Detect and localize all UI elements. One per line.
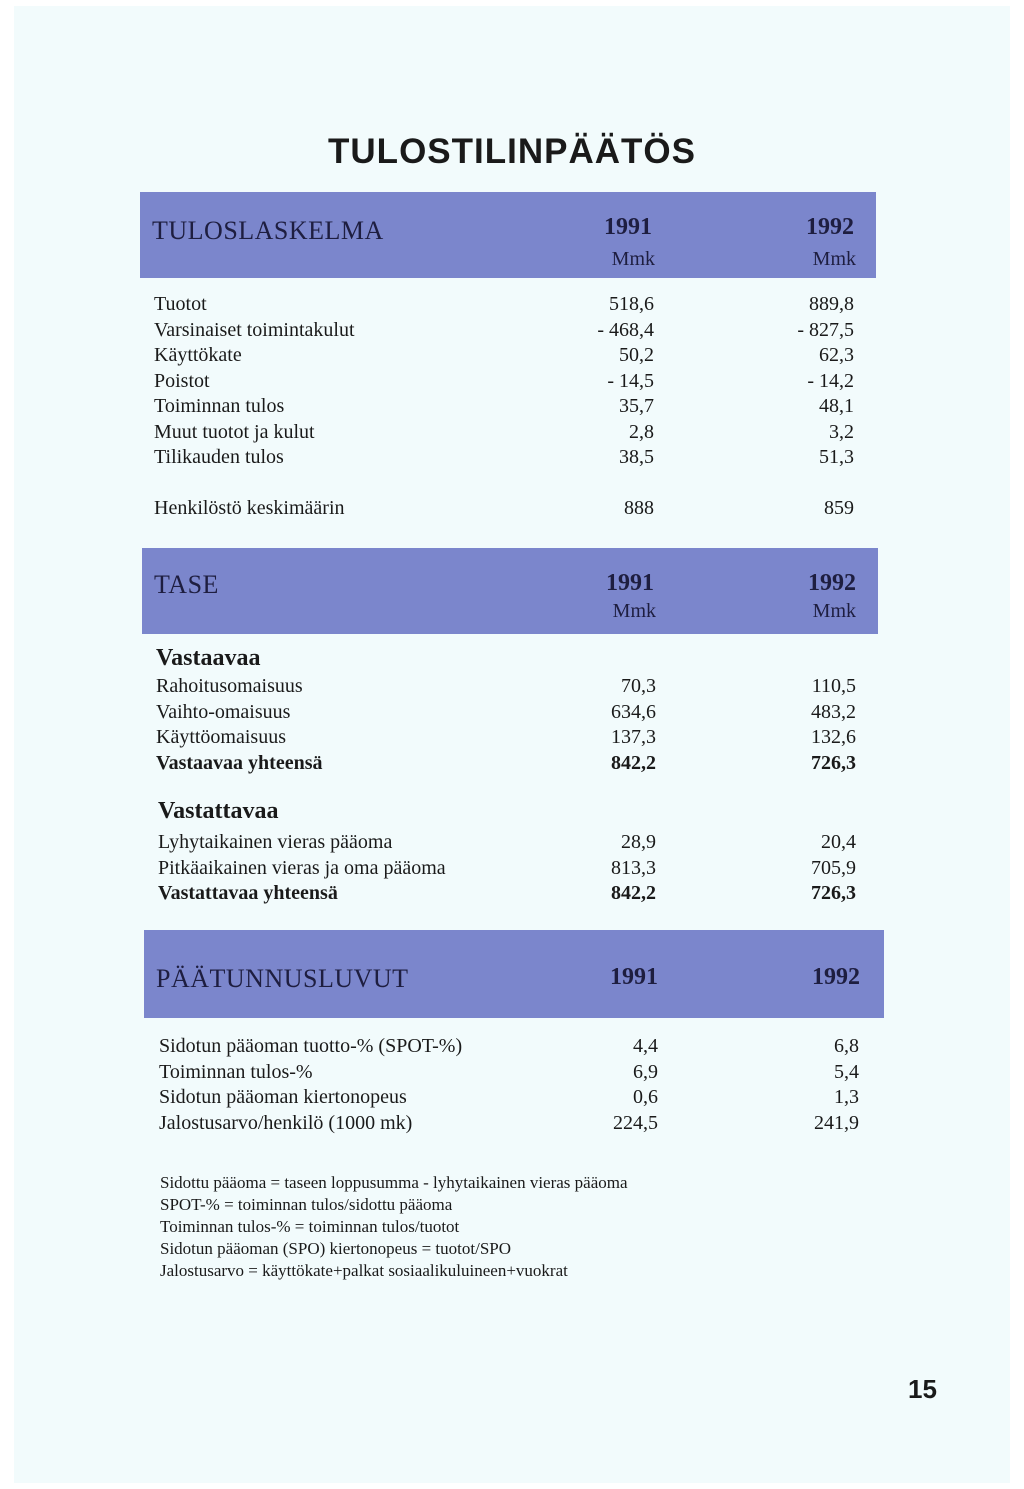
liabilities-heading: Vastattavaa: [158, 798, 279, 824]
value-1992: 62,3: [819, 344, 854, 366]
value-1991: 28,9: [621, 831, 656, 853]
page-title: TULOSTILINPÄÄTÖS: [328, 132, 696, 171]
row-label: Vaihto-omaisuus: [156, 700, 291, 723]
value-1992: 51,3: [819, 446, 854, 468]
balance-header-label: TASE: [154, 570, 219, 599]
value-1992: 6,8: [834, 1035, 859, 1057]
value-1991: 518,6: [609, 293, 654, 315]
ratios-rows: [159, 1034, 879, 1136]
value-1992: 110,5: [811, 675, 856, 697]
note-line: Sidotun pääoman (SPO) kiertonopeus = tuotot/SPO: [160, 1239, 511, 1258]
definitions-notes: [160, 1172, 628, 1282]
value-1992: - 827,5: [797, 318, 854, 341]
value-1992: 726,3: [811, 882, 856, 904]
note-line: Sidottu pääoma = taseen loppusumma - lyhytaikainen vieras pääoma: [160, 1173, 628, 1192]
value-1991: - 468,4: [597, 318, 654, 341]
income-header-1992: 1992: [806, 214, 854, 240]
income-header-label: TULOSLASKELMA: [152, 216, 384, 245]
value-1991: 38,5: [619, 446, 654, 468]
row-label: Sidotun pääoman kiertonopeus: [159, 1086, 407, 1108]
table-row: [154, 496, 874, 522]
table-row: [154, 394, 874, 420]
value-1991: 4,4: [633, 1035, 658, 1057]
ratios-header-band: [144, 930, 884, 1018]
value-1992: 889,8: [809, 293, 854, 315]
row-label: Lyhytaikainen vieras pääoma: [158, 831, 393, 853]
row-label: Sidotun pääoman tuotto-% (SPOT-%): [159, 1035, 463, 1057]
assets-heading: Vastaavaa: [156, 645, 261, 671]
value-1992: 705,9: [811, 856, 856, 879]
table-row-total: [156, 751, 876, 777]
value-1991: 634,6: [611, 700, 656, 723]
income-header-1991: 1991: [604, 214, 652, 240]
value-1991: 2,8: [629, 420, 654, 443]
row-label: Muut tuotot ja kulut: [154, 420, 315, 443]
table-row: [154, 420, 874, 446]
value-1992: 132,6: [811, 726, 856, 748]
row-label: Poistot: [154, 369, 210, 392]
income-header-unit-1992: Mmk: [812, 248, 856, 270]
row-label: Käyttökate: [154, 344, 242, 366]
income-header-band: [140, 192, 876, 278]
staff-1991: 888: [624, 497, 654, 519]
row-label: Vastaavaa yhteensä: [156, 751, 323, 774]
staff-1992: 859: [824, 497, 854, 519]
table-row: [158, 856, 878, 882]
row-label: Tilikauden tulos: [154, 446, 284, 468]
balance-header-1992: 1992: [808, 570, 856, 596]
value-1991: 6,9: [633, 1060, 658, 1083]
value-1992: 48,1: [819, 395, 854, 417]
table-row: [158, 830, 878, 856]
balance-header-band: [142, 548, 878, 634]
income-header-unit-1991: Mmk: [611, 248, 655, 270]
value-1991: 137,3: [611, 726, 656, 748]
value-1992: - 14,2: [807, 369, 854, 392]
balance-header-1991: 1991: [606, 570, 654, 596]
ratios-header-1991: 1991: [610, 964, 658, 990]
row-label: Tuotot: [154, 293, 207, 315]
value-1991: 842,2: [611, 751, 656, 774]
liabilities-rows: [158, 830, 878, 907]
value-1991: - 14,5: [607, 369, 654, 392]
page-number: 15: [908, 1374, 937, 1404]
table-row: [159, 1034, 879, 1060]
table-row: [156, 674, 876, 700]
table-row: [159, 1111, 879, 1137]
table-row: [154, 292, 874, 318]
table-row: [159, 1085, 879, 1111]
table-row: [154, 318, 874, 344]
note-line: Jalostusarvo = käyttökate+palkat sosiaalikuluineen+vuokrat: [160, 1261, 568, 1280]
balance-header-unit-1992: Mmk: [812, 600, 856, 622]
row-label: Rahoitusomaisuus: [156, 675, 303, 697]
income-rows: [154, 292, 874, 471]
row-label: Käyttöomaisuus: [156, 726, 286, 748]
value-1991: 35,7: [619, 395, 654, 417]
row-label: Toiminnan tulos: [154, 395, 285, 417]
value-1992: 483,2: [811, 700, 856, 723]
row-label: Jalostusarvo/henkilö (1000 mk): [159, 1111, 413, 1134]
value-1992: 3,2: [829, 420, 854, 443]
value-1991: 70,3: [621, 675, 656, 697]
value-1991: 813,3: [611, 856, 656, 879]
balance-header-unit-1991: Mmk: [612, 600, 656, 622]
value-1991: 50,2: [619, 344, 654, 366]
value-1991: 224,5: [613, 1111, 658, 1134]
table-row: [156, 725, 876, 751]
row-label: Vastattavaa yhteensä: [158, 882, 338, 904]
value-1991: 842,2: [611, 882, 656, 904]
value-1992: 20,4: [821, 831, 856, 853]
value-1992: 5,4: [834, 1060, 859, 1083]
ratios-header-1992: 1992: [812, 964, 860, 990]
table-row: [154, 369, 874, 395]
staff-label: Henkilöstö keskimäärin: [154, 497, 345, 519]
value-1991: 0,6: [633, 1086, 658, 1108]
row-label: Varsinaiset toimintakulut: [154, 318, 355, 341]
note-line: SPOT-% = toiminnan tulos/sidottu pääoma: [160, 1195, 453, 1214]
value-1992: 726,3: [811, 751, 856, 774]
table-row: [156, 700, 876, 726]
row-label: Pitkäaikainen vieras ja oma pääoma: [158, 856, 446, 879]
ratios-header-label: PÄÄTUNNUSLUVUT: [156, 964, 409, 993]
assets-rows: [156, 674, 876, 776]
table-row: [159, 1060, 879, 1086]
note-line: Toiminnan tulos-% = toiminnan tulos/tuotot: [160, 1217, 460, 1236]
table-row: [154, 445, 874, 471]
table-row-total: [158, 881, 878, 907]
value-1992: 1,3: [834, 1086, 859, 1108]
staff-row-container: [154, 496, 874, 522]
table-row: [154, 343, 874, 369]
row-label: Toiminnan tulos-%: [159, 1060, 313, 1083]
value-1992: 241,9: [814, 1111, 859, 1134]
